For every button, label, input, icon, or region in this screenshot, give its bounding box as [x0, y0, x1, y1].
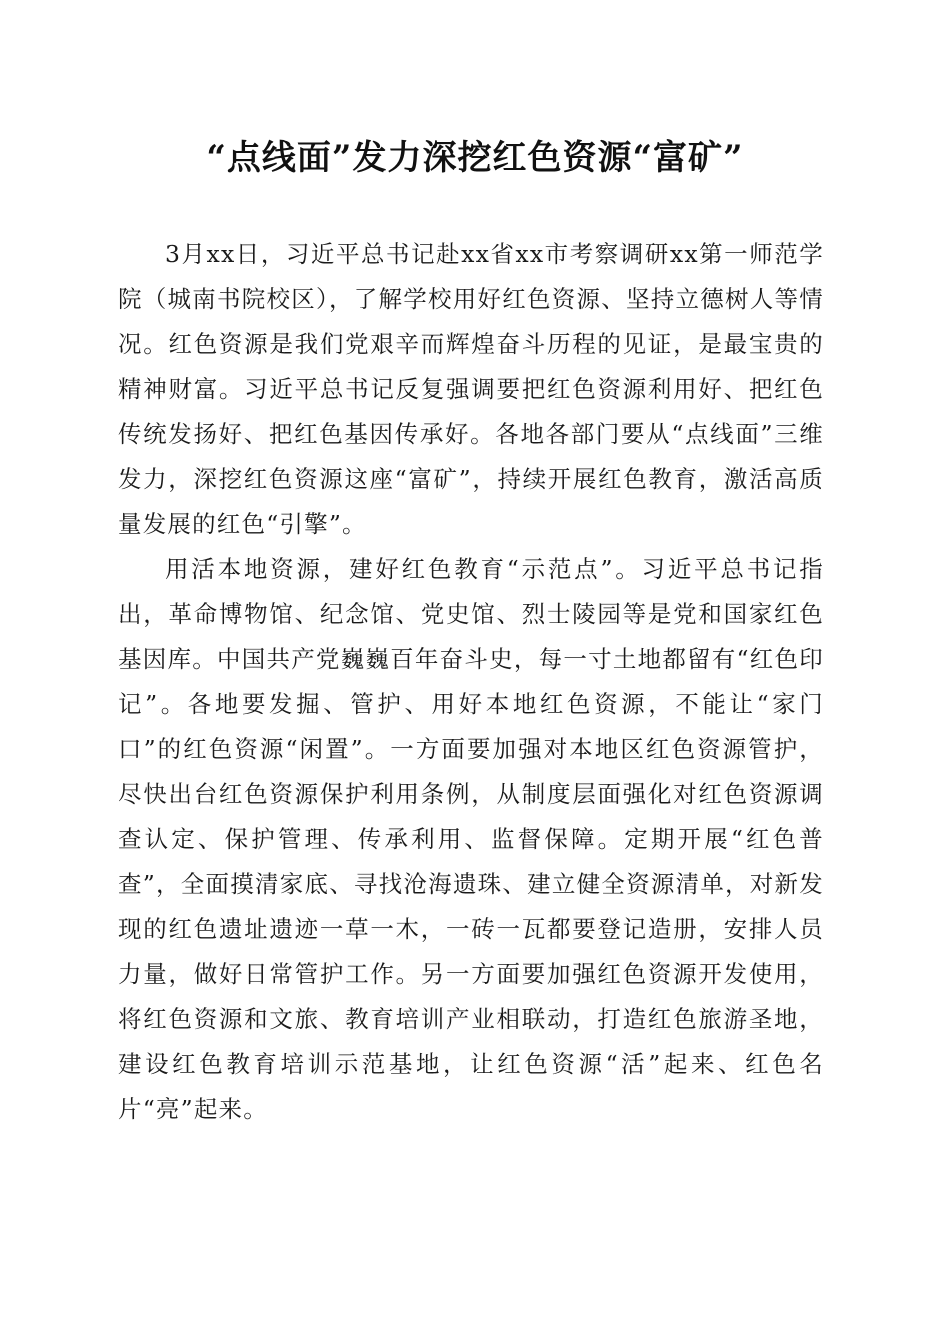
document-body [118, 232, 824, 1132]
document-title: “点线面”发力深挖红色资源“富矿” [206, 138, 744, 178]
paragraph-1: 3月xx日，习近平总书记赴xx省xx市考察调研xx第一师范学院（城南书院校区），了解学校用好红色资源、坚持立德树人等情况。红色资源是我们党艰辛而辉煌奋斗历程的见证，是最宝贵的精神财富。习近平总书记反复强调要把红色资源利用好、把红色传统发扬好、把红色基因传承好。各地各部门要从“点线面”三维发力，深挖红色资源这座“富矿”，持续开展红色教育，激活高质量发展的红色“引擎”。 [118, 240, 824, 538]
paragraph-2: 用活本地资源，建好红色教育“示范点”。习近平总书记指出，革命博物馆、纪念馆、党史馆、烈士陵园等是党和国家红色基因库。中国共产党巍巍百年奋斗史，每一寸土地都留有“红色印记”。各地要发掘、管护、用好本地红色资源，不能让“家门口”的红色资源“闲置”。一方面要加强对本地区红色资源管护，尽快出台红色资源保护利用条例，从制度层面强化对红色资源调查认定、保护管理、传承利用、监督保障。定期开展“红色普查”，全面摸清家底、寻找沧海遗珠、建立健全资源清单，对新发现的红色遗址遗迹一草一木，一砖一瓦都要登记造册，安排人员力量，做好日常管护工作。另一方面要加强红色资源开发使用，将红色资源和文旅、教育培训产业相联动，打造红色旅游圣地，建设红色教育培训示范基地，让红色资源“活”起来、红色名片“亮”起来。 [118, 555, 824, 1123]
